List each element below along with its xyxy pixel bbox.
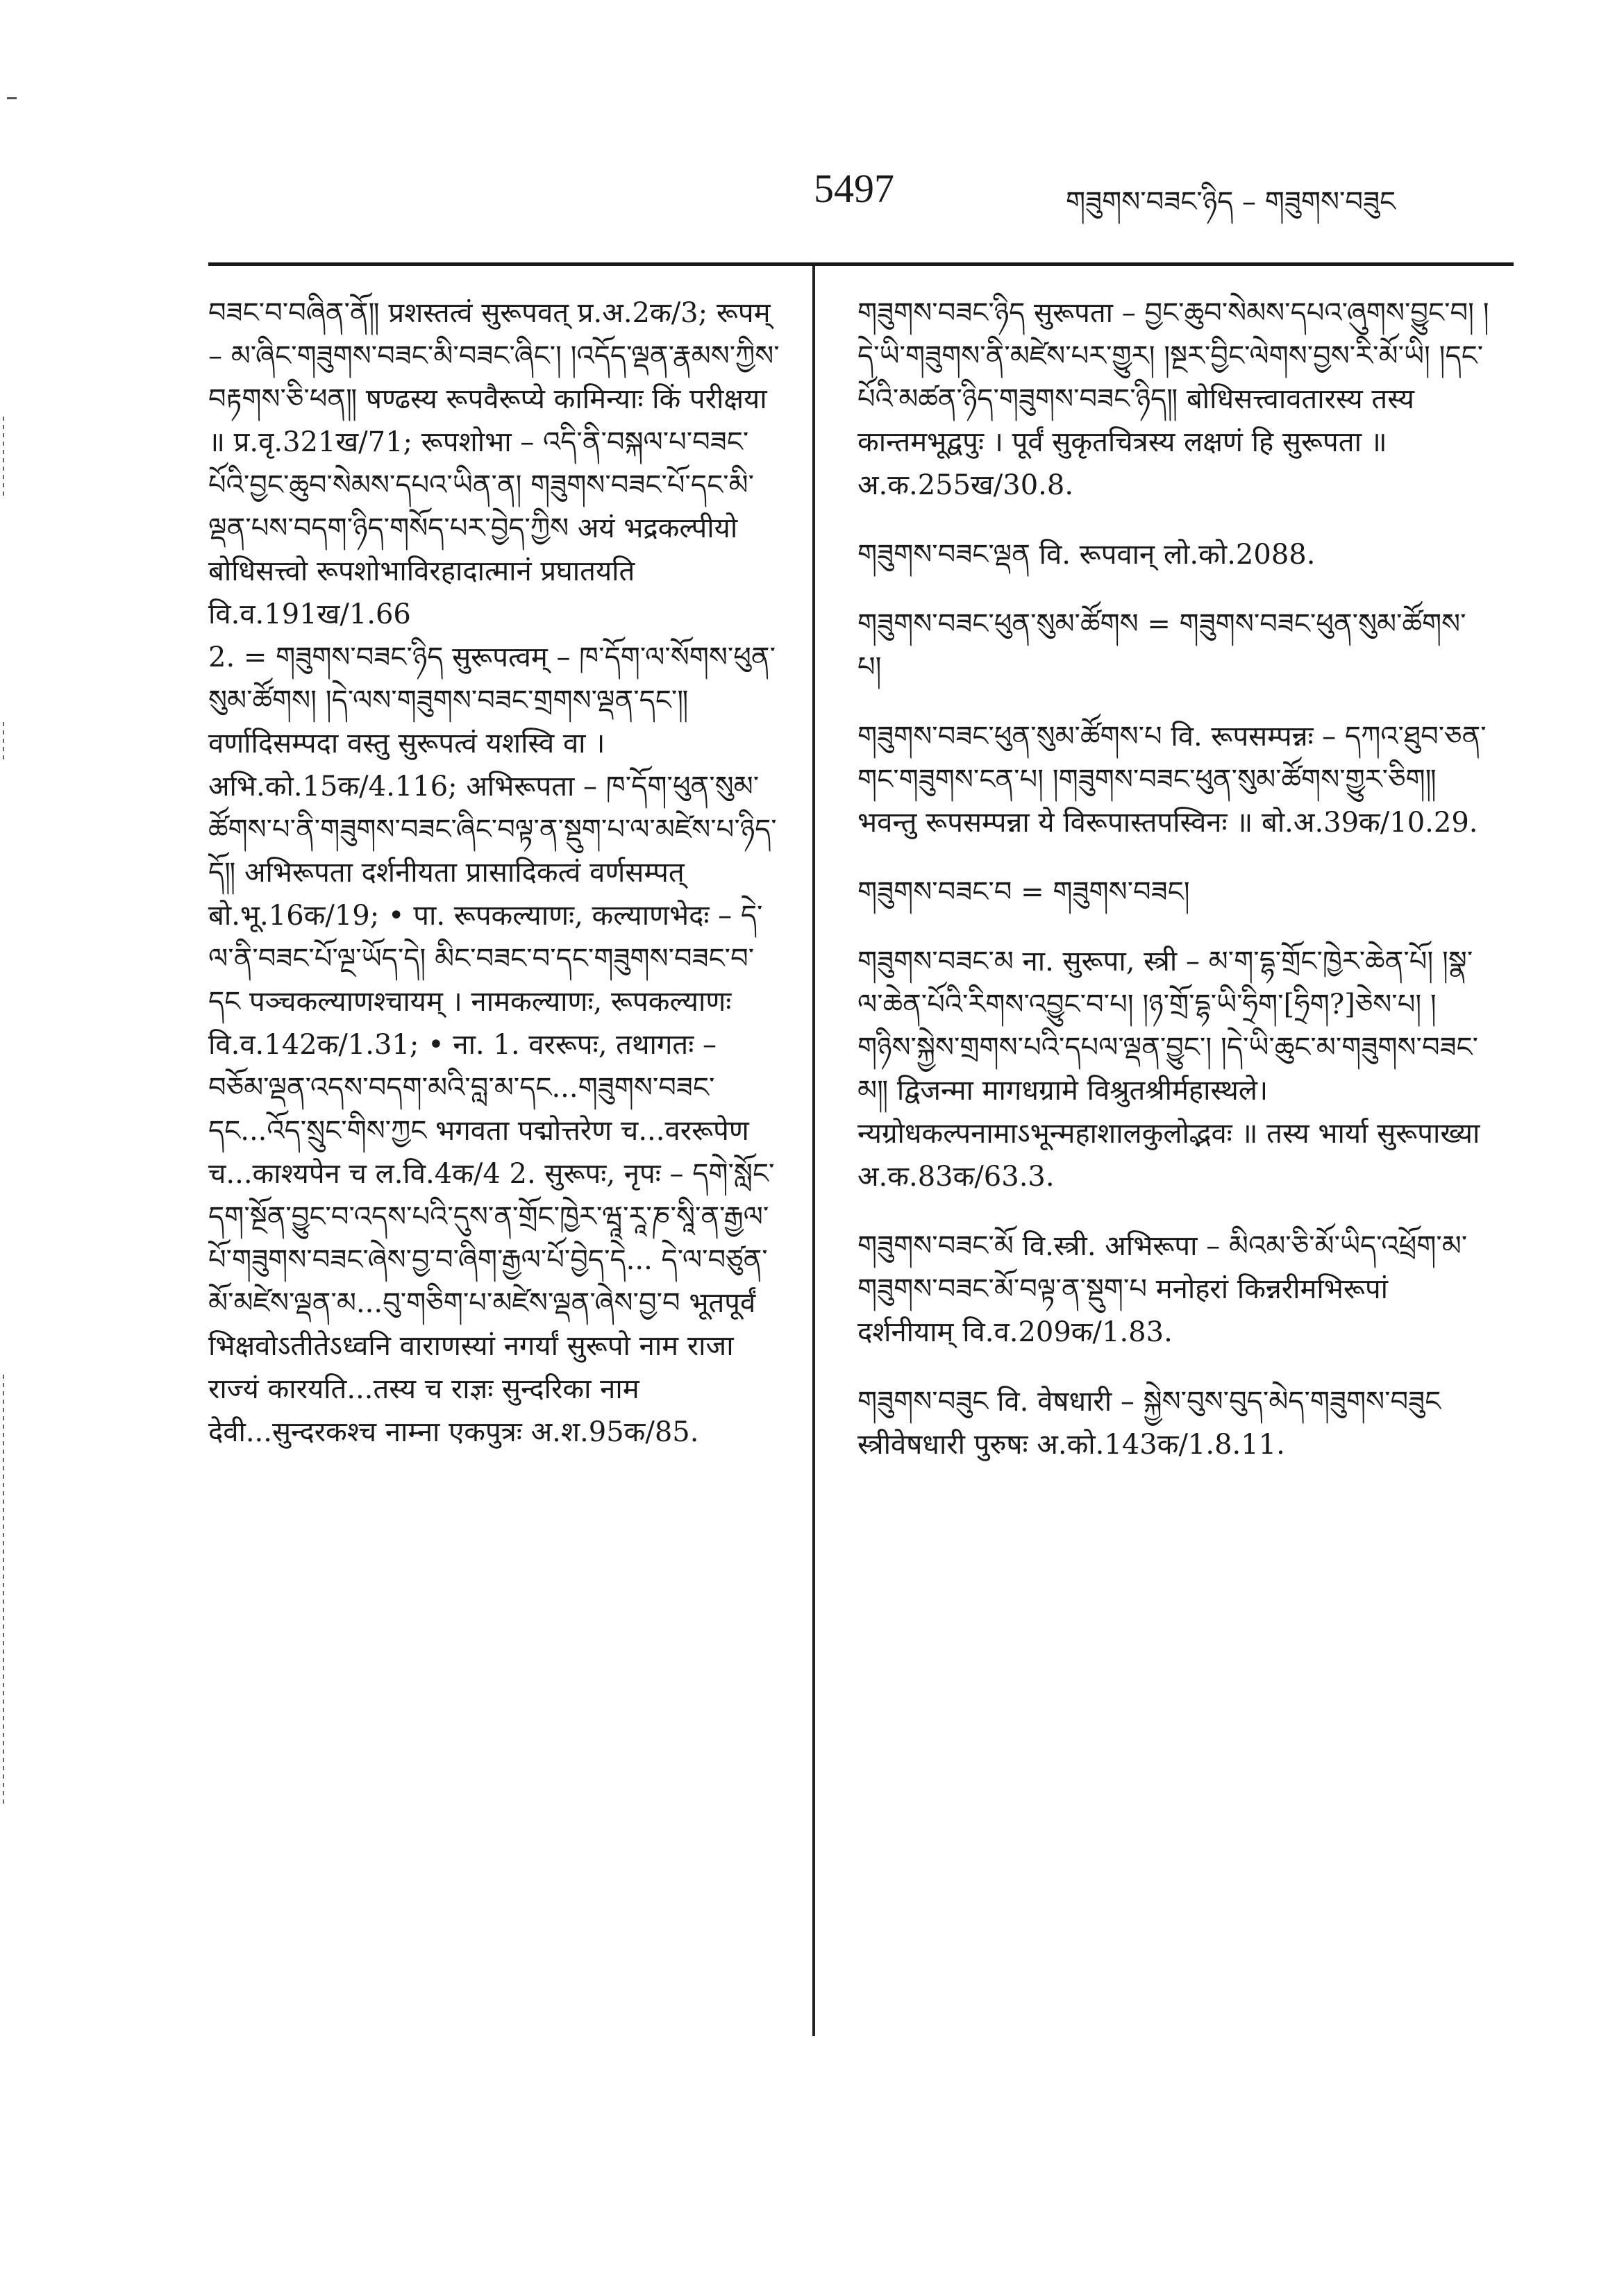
entry-text: གཟུགས་བཟང་ཕུན་སུམ་ཚོགས = གཟུགས་བཟང་ཕུན་སུམ་ཚོགས་པ། bbox=[857, 608, 1466, 683]
entry bbox=[857, 1380, 1489, 1466]
page-number: 5497 bbox=[814, 166, 894, 211]
entry bbox=[857, 715, 1489, 844]
entry-text: གཟུགས་བཟང་མ ना. सुरूपा, स्त्री – མ་ག་དྷ་གྲོང་ཁྱེར་ཆེན་པོ། །སྣ་ལ་ཆེན་པོའི་རིགས་འབྱུང་བ་པ། །ཉ་གྲོ་དྷ་ཡི་ཧྲིག་[ཧྲིག?]ཅེས་པ། །གཉིས་སྐྱེས་གྲགས་པའི་དཔལ་ལྡན་བྱུང་། །དེ་ཡི་ཆུང་མ་གཟུགས་བཟང་མ༎ द्विजन्मा मागधग्रामे विश्रुतश्रीर्महास्थले। न्यग्रोधकल्पनामाऽभून्महाशालकुलोद्भवः ॥ तस्य भार्या सुरूपाख्या अ.क.83क/63.3. bbox=[857, 946, 1480, 1193]
entry-text: གཟུགས་བཟང་ཉིད सुरूपता – བྱང་ཆུབ་སེམས་དཔའ་ཞུགས་བྱུང་བ། །དེ་ཡི་གཟུགས་ནི་མཛེས་པར་གྱུར། །སྔར་བྱིང་ལེགས་བྱས་རི་མོ་ཡི། །དང་པོའི་མཚན་ཉིད་གཟུགས་བཟང་ཉིད༎ बोधिसत्त्वावतारस्य तस्य कान्तमभूद्वपुः । पूर्वं सुकृतचित्रस्य लक्षणं हि सुरूपता ॥ अ.क.255ख/30.8. bbox=[857, 297, 1489, 501]
running-head: གཟུགས་བཟང་ཉིད – གཟུགས་བཟུང bbox=[1066, 186, 1396, 218]
entry-text: 2. = གཟུགས་བཟང་ཉིད सुरूपत्वम् – ཁ་དོག་ལ་སོགས་ཕུན་སུམ་ཚོགས། །དེ་ལས་གཟུགས་བཟང་གྲགས་ལྡན་དང་༎ वर्णादिसम्पदा वस्तु सुरूपत्वं यशस्वि वा । अभि.को.15क/4.116; अभिरूपता – ཁ་དོག་ཕུན་སུམ་ཚོགས་པ་ནི་གཟུགས་བཟང་ཞིང་བལྟ་ན་སྡུག་པ་ལ་མཛེས་པ་ཉིད་དོ༎ अभिरूपता दर्शनीयता प्रासादिकत्वं वर्णसम्पत् बो.भू.16क/19; • पा. रूपकल्याणः, कल्याणभेदः – དེ་ལ་ནི་བཟང་པོ་ལྔ་ཡོད་དེ། མིང་བཟང་བ་དང་གཟུགས་བཟང་བ་དང पञ्चकल्याणश्चायम् । नामकल्याणः, रूपकल्याणः वि.व.142क/1.31; • ना. 1. वररूपः, तथागतः – བཅོམ་ལྡན་འདས་བདག་མའི་བླ་མ་དང...གཟུགས་བཟང་དང...འོད་སྲུང་གིས་ཀྱང भगवता पद्मोत्तरेण च...वररूपेण च...काश्यपेन च ल.वि.4क/4 2. सुरूपः, नृपः – དགེ་སློང་དག་སྔོན་བྱུང་བ་འདས་པའི་དུས་ན་གྲོང་ཁྱེར་ཝཱ་རཱ་ཎ་སཱི་ན་རྒྱལ་པོ་གཟུགས་བཟང་ཞེས་བྱ་བ་ཞིག་རྒྱལ་པོ་བྱེད་དེ... དེ་ལ་བཙུན་མོ་མཛེས་ལྡན་མ...བུ་གཅིག་པ་མཛེས་ལྡན་ཞེས་བྱ་བ भूतपूर्वं भिक्षवोऽतीतेऽध्वनि वाराणस्यां नगर्यां सुरूपो नाम राजा राज्यं कारयति...तस्य च राज्ञः सुन्दरिका नाम देवी...सुन्दरकश्च नाम्ना एकपुत्रः अ.श.95क/85. bbox=[208, 641, 777, 1448]
entry-text: གཟུགས་བཟང་ལྡན वि. रूपवान् लो.को.2088. bbox=[857, 539, 1316, 571]
header-rule bbox=[208, 262, 1514, 266]
entry-continuation bbox=[208, 636, 785, 1454]
column-divider bbox=[812, 266, 815, 2036]
entry-continuation bbox=[208, 292, 785, 636]
margin-dots bbox=[3, 1375, 4, 1805]
margin-dots bbox=[3, 417, 4, 500]
left-column bbox=[208, 292, 785, 2041]
entry bbox=[857, 871, 1489, 914]
margin-dots bbox=[3, 722, 4, 764]
right-column bbox=[857, 292, 1489, 1819]
entry bbox=[857, 292, 1489, 507]
entry bbox=[857, 533, 1489, 576]
entry bbox=[857, 603, 1489, 689]
entry-text: གཟུགས་བཟུང वि. वेषधारी – སྐྱེས་བུས་བུད་མེད་གཟུགས་བཟུང स्त्रीवेषधारी पुरुषः अ.को.143क/1.8.11. bbox=[857, 1386, 1441, 1461]
entry bbox=[857, 1225, 1489, 1354]
entry bbox=[857, 940, 1489, 1198]
margin-mark bbox=[7, 97, 17, 99]
entry-text: གཟུགས་བཟང་ཕུན་སུམ་ཚོགས་པ वि. रूपसम्पन्नः – དཀའ་ཐུབ་ཅན་གང་གཟུགས་ངན་པ། །གཟུགས་བཟང་ཕུན་སུམ་ཚོགས་གྱུར་ཅིག༎ भवन्तु रूपसम्पन्ना ये विरूपास्तपस्विनः ॥ बो.अ.39क/10.29. bbox=[857, 721, 1487, 839]
entry-text: གཟུགས་བཟང་བ = གཟུགས་བཟང། bbox=[857, 876, 1190, 908]
entry-text: བཟང་བ་བཞིན་ནོ༎ प्रशस्तत्वं सुरूपवत् प्र.अ.2क/3; रूपम् – མ་ཞིང་གཟུགས་བཟང་མི་བཟང་ཞིང་། །འདོད་ལྡན་རྣམས་ཀྱིས་བརྟགས་ཅི་ཕན༎ षण्ढस्य रूपवैरूप्ये कामिन्याः किं परीक्षया ॥ प्र.वृ.321ख/71; रूपशोभा – འདི་ནི་བསྐལ་པ་བཟང་པོའི་བྱང་ཆུབ་སེམས་དཔའ་ཡིན་ན། གཟུགས་བཟང་པོ་དང་མི་ལྡན་པས་བདག་ཉིད་གསོད་པར་བྱེད་ཀྱིས अयं भद्रकल्पीयो बोधिसत्त्वो रूपशोभाविरहादात्मानं प्रघातयति वि.व.191ख/1.66 bbox=[208, 297, 780, 630]
entry-text: གཟུགས་བཟང་མོ वि.स्त्री. अभिरूपा – མིའམ་ཅི་མོ་ཡིད་འཕྲོག་མ་གཟུགས་བཟང་མོ་བལྟ་ན་སྡུག་པ मनोहरां किन्नरीमभिरूपां दर्शनीयाम् वि.व.209क/1.83. bbox=[857, 1230, 1468, 1348]
